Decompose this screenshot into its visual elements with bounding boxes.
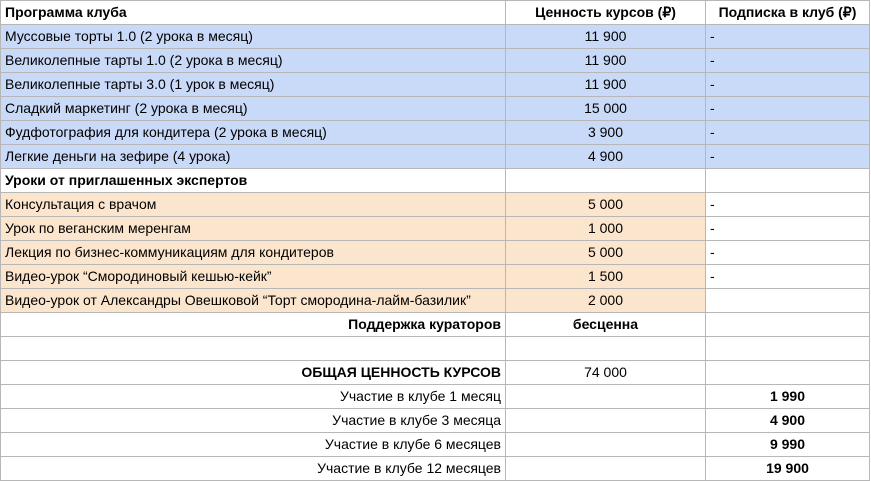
program-value-cell[interactable]: 11 900 bbox=[506, 73, 706, 97]
membership-label-cell[interactable]: Участие в клубе 1 месяц bbox=[1, 385, 506, 409]
expert-subscription-cell[interactable]: - bbox=[706, 241, 870, 265]
membership-price-cell[interactable]: 9 990 bbox=[706, 433, 870, 457]
experts-heading-row bbox=[1, 169, 870, 193]
expert-row bbox=[1, 217, 870, 241]
program-subscription-cell[interactable]: - bbox=[706, 49, 870, 73]
header-program-cell[interactable]: Программа клуба bbox=[1, 1, 506, 25]
membership-row bbox=[1, 409, 870, 433]
empty-cell[interactable] bbox=[706, 337, 870, 361]
support-label-cell[interactable]: Поддержка кураторов bbox=[1, 313, 506, 337]
empty-cell[interactable] bbox=[506, 169, 706, 193]
program-value-cell[interactable]: 4 900 bbox=[506, 145, 706, 169]
membership-price-cell[interactable]: 19 900 bbox=[706, 457, 870, 481]
program-subscription-cell[interactable]: - bbox=[706, 73, 870, 97]
expert-subscription-cell[interactable]: - bbox=[706, 193, 870, 217]
expert-subscription-cell[interactable]: - bbox=[706, 265, 870, 289]
program-name-cell[interactable]: Сладкий маркетинг (2 урока в месяц) bbox=[1, 97, 506, 121]
membership-row bbox=[1, 457, 870, 481]
program-row bbox=[1, 145, 870, 169]
expert-name-cell[interactable]: Видео-урок от Александры Овешковой “Торт смородина-лайм-базилик” bbox=[1, 289, 506, 313]
membership-label-cell[interactable]: Участие в клубе 3 месяца bbox=[1, 409, 506, 433]
program-value-cell[interactable]: 11 900 bbox=[506, 25, 706, 49]
expert-row bbox=[1, 289, 870, 313]
membership-label-cell[interactable]: Участие в клубе 6 месяцев bbox=[1, 433, 506, 457]
expert-subscription-cell[interactable] bbox=[706, 289, 870, 313]
program-subscription-cell[interactable]: - bbox=[706, 97, 870, 121]
header-row bbox=[1, 1, 870, 25]
program-name-cell[interactable]: Фудфотография для кондитера (2 урока в месяц) bbox=[1, 121, 506, 145]
program-row bbox=[1, 73, 870, 97]
empty-cell[interactable] bbox=[1, 337, 506, 361]
total-value-cell[interactable]: 74 000 bbox=[506, 361, 706, 385]
program-name-cell[interactable]: Муссовые торты 1.0 (2 урока в месяц) bbox=[1, 25, 506, 49]
program-value-cell[interactable]: 15 000 bbox=[506, 97, 706, 121]
support-row bbox=[1, 313, 870, 337]
program-subscription-cell[interactable]: - bbox=[706, 25, 870, 49]
expert-row bbox=[1, 193, 870, 217]
empty-cell[interactable] bbox=[506, 457, 706, 481]
total-row bbox=[1, 361, 870, 385]
program-name-cell[interactable]: Великолепные тарты 1.0 (2 урока в месяц) bbox=[1, 49, 506, 73]
empty-cell[interactable] bbox=[506, 385, 706, 409]
experts-heading-cell[interactable]: Уроки от приглашенных экспертов bbox=[1, 169, 506, 193]
expert-value-cell[interactable]: 1 500 bbox=[506, 265, 706, 289]
header-value-cell[interactable]: Ценность курсов (₽) bbox=[506, 1, 706, 25]
membership-row bbox=[1, 433, 870, 457]
support-value-cell[interactable]: бесценна bbox=[506, 313, 706, 337]
program-subscription-cell[interactable]: - bbox=[706, 145, 870, 169]
program-row bbox=[1, 97, 870, 121]
membership-price-cell[interactable]: 4 900 bbox=[706, 409, 870, 433]
empty-cell[interactable] bbox=[506, 337, 706, 361]
membership-price-cell[interactable]: 1 990 bbox=[706, 385, 870, 409]
empty-cell[interactable] bbox=[706, 313, 870, 337]
program-row bbox=[1, 121, 870, 145]
expert-value-cell[interactable]: 1 000 bbox=[506, 217, 706, 241]
total-label-cell[interactable]: ОБЩАЯ ЦЕННОСТЬ КУРСОВ bbox=[1, 361, 506, 385]
program-value-cell[interactable]: 11 900 bbox=[506, 49, 706, 73]
empty-cell[interactable] bbox=[506, 433, 706, 457]
expert-name-cell[interactable]: Консультация с врачом bbox=[1, 193, 506, 217]
program-row bbox=[1, 49, 870, 73]
program-value-cell[interactable]: 3 900 bbox=[506, 121, 706, 145]
program-name-cell[interactable]: Легкие деньги на зефире (4 урока) bbox=[1, 145, 506, 169]
expert-name-cell[interactable]: Урок по веганским меренгам bbox=[1, 217, 506, 241]
expert-value-cell[interactable]: 5 000 bbox=[506, 241, 706, 265]
blank-row bbox=[1, 337, 870, 361]
expert-name-cell[interactable]: Лекция по бизнес-коммуникациям для кондитеров bbox=[1, 241, 506, 265]
program-row bbox=[1, 25, 870, 49]
membership-label-cell[interactable]: Участие в клубе 12 месяцев bbox=[1, 457, 506, 481]
empty-cell[interactable] bbox=[706, 361, 870, 385]
expert-row bbox=[1, 265, 870, 289]
program-name-cell[interactable]: Великолепные тарты 3.0 (1 урок в месяц) bbox=[1, 73, 506, 97]
expert-subscription-cell[interactable]: - bbox=[706, 217, 870, 241]
empty-cell[interactable] bbox=[706, 169, 870, 193]
program-subscription-cell[interactable]: - bbox=[706, 121, 870, 145]
membership-row bbox=[1, 385, 870, 409]
expert-name-cell[interactable]: Видео-урок “Смородиновый кешью-кейк” bbox=[1, 265, 506, 289]
expert-value-cell[interactable]: 2 000 bbox=[506, 289, 706, 313]
empty-cell[interactable] bbox=[506, 409, 706, 433]
header-subscription-cell[interactable]: Подписка в клуб (₽) bbox=[706, 1, 870, 25]
expert-value-cell[interactable]: 5 000 bbox=[506, 193, 706, 217]
expert-row bbox=[1, 241, 870, 265]
